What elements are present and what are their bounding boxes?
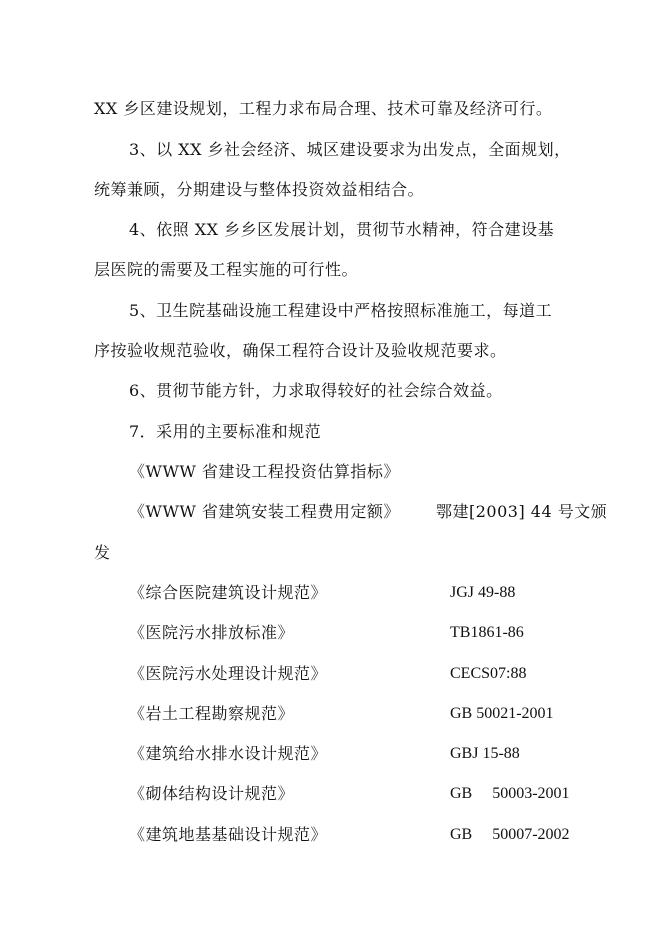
standard-title: 《建筑地基基础设计规范》: [129, 825, 328, 844]
standard-title: 《建筑给水排水设计规范》: [129, 744, 328, 763]
standard-title: 《WWW 省建设工程投资估算指标》: [129, 462, 400, 481]
standard-title: 《医院污水排放标准》: [129, 623, 295, 642]
standard-note: 鄂建[2003] 44 号文颁: [436, 502, 608, 521]
paragraph-line: 6、贯彻节能方针，力求取得较好的社会综合效益。: [129, 381, 503, 400]
standard-code: GB 50021-2001: [450, 705, 554, 722]
standard-code: TB1861-86: [450, 624, 524, 641]
paragraph-line: 3、以 XX 乡社会经济、城区建设要求为出发点，全面规划，: [129, 140, 571, 159]
paragraph-line: 层医院的需要及工程实施的可行性。: [94, 260, 359, 279]
standard-title: 《综合医院建筑设计规范》: [129, 583, 328, 602]
standard-title: 《岩土工程勘察规范》: [129, 704, 295, 723]
paragraph-line: 统筹兼顾，分期建设与整体投资效益相结合。: [94, 180, 425, 199]
standard-title: 《医院污水处理设计规范》: [129, 664, 328, 683]
standard-code: GBJ 15-88: [450, 745, 520, 762]
paragraph-line: 序按验收规范验收，确保工程符合设计及验收规范要求。: [94, 341, 507, 360]
paragraph-line: 5、卫生院基础设施工程建设中严格按照标准施工，每道工: [129, 301, 553, 320]
paragraph-line: XX 乡区建设规划，工程力求布局合理、技术可靠及经济可行。: [94, 99, 553, 118]
standard-code: JGJ 49-88: [450, 584, 516, 601]
paragraph-line: 4、依照 XX 乡乡区发展计划，贯彻节水精神，符合建设基: [129, 220, 555, 239]
section-heading: 7．采用的主要标准和规范: [129, 422, 322, 441]
standard-code: GB 50003-2001: [450, 785, 570, 802]
standard-title: 《WWW 省建筑安装工程费用定额》: [129, 502, 400, 521]
standard-code: GB 50007-2002: [450, 826, 570, 843]
standard-code: CECS07:88: [450, 665, 527, 682]
standard-note-continuation: 发: [94, 543, 111, 562]
standard-title: 《砌体结构设计规范》: [129, 784, 295, 803]
